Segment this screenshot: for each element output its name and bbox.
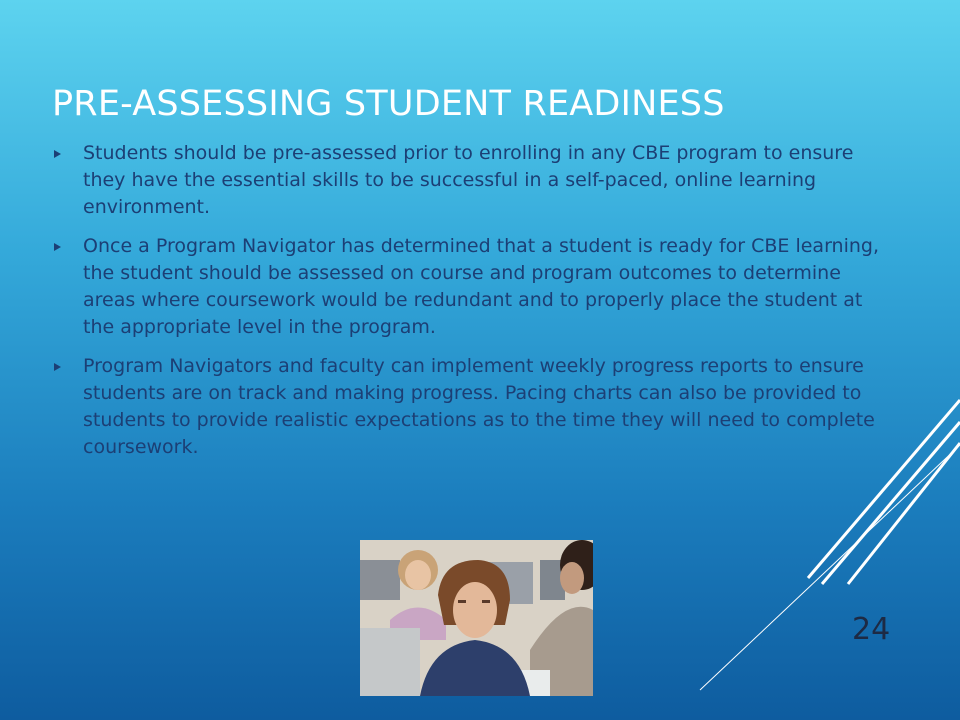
bullet-arrow-icon [54, 363, 61, 371]
bullet-arrow-icon [54, 150, 61, 158]
bullet-item-2 [50, 233, 880, 341]
bullet-text: Students should be pre-assessed prior to enrolling in any CBE program to ensure they have the essential skills to be successful in a self-paced, online learning environment. [83, 142, 854, 218]
photo-illustration [360, 540, 593, 696]
bullet-item-1 [50, 140, 880, 221]
bullet-arrow-icon [54, 243, 61, 251]
slide-title: PRE-ASSESSING STUDENT READINESS [52, 84, 725, 124]
bullet-item-3 [50, 353, 880, 461]
page-number: 24 [852, 612, 891, 647]
bullet-text: Once a Program Navigator has determined that a student is ready for CBE learning, the student should be assessed on course and program outcomes to determine areas where coursework would be redundant and to properly place the student at the appropriate level in the program. [83, 235, 880, 338]
bullet-list [50, 140, 880, 473]
bullet-text: Program Navigators and faculty can implement weekly progress reports to ensure students are on track and making progress. Pacing charts can also be provided to students to provide realistic expectations as to the time they will need to complete coursework. [83, 355, 875, 458]
students-at-computers-photo [360, 540, 593, 696]
decor-line-4 [700, 445, 960, 690]
